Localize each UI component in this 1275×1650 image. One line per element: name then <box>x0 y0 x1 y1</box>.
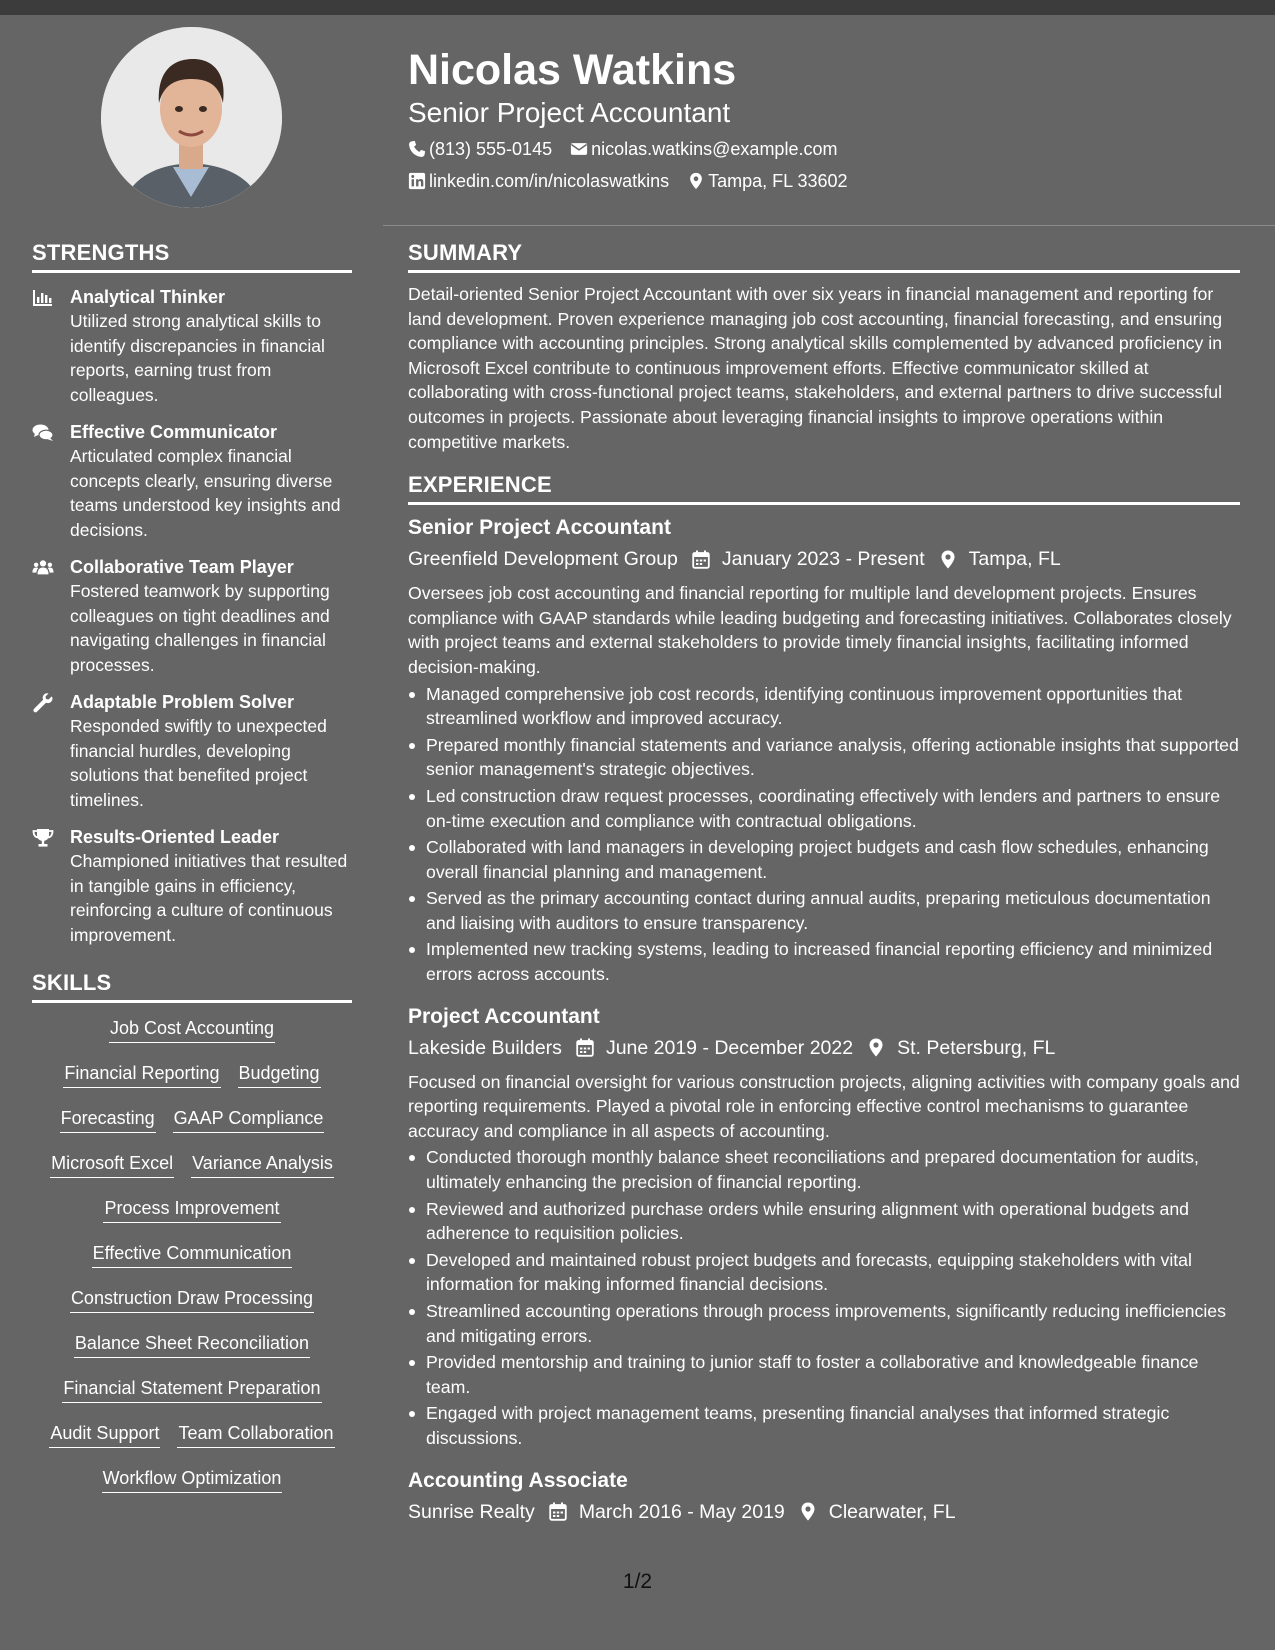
job-meta <box>408 545 1240 573</box>
job-dates: January 2023 - Present <box>721 548 925 571</box>
phone-contact[interactable] <box>408 136 552 162</box>
calendar-icon <box>692 550 710 569</box>
strength-item <box>32 555 352 677</box>
linkedin-contact[interactable] <box>408 168 669 194</box>
header-divider <box>383 225 1275 226</box>
strength-description: Articulated complex financial concepts clearly, ensuring diverse teams understood key insights and decisions. <box>70 446 341 540</box>
strength-title: Results-Oriented Leader <box>70 827 280 847</box>
job-dates: June 2019 - December 2022 <box>605 1036 854 1059</box>
skill-tag: Effective Communication <box>92 1240 293 1268</box>
job-meta <box>408 1034 1240 1062</box>
strength-description: Championed initiatives that resulted in tangible gains in efficiency, reinforcing a culture of continuous improvement. <box>70 851 348 945</box>
job-bullet: Streamlined accounting operations through process improvements, significantly reducing inefficiencies and mitigating errors. <box>408 1299 1240 1348</box>
map-pin-icon <box>939 550 957 569</box>
job-bullets <box>408 1145 1240 1450</box>
job-dates: March 2016 - May 2019 <box>578 1500 785 1523</box>
strength-description: Responded swiftly to unexpected financial hurdles, developing solutions that benefited project timelines. <box>70 716 327 810</box>
location-contact <box>687 168 847 194</box>
skills-heading: SKILLS <box>32 970 352 1003</box>
email-contact[interactable] <box>570 136 837 162</box>
skill-row <box>32 1195 352 1240</box>
job-location: St. Petersburg, FL <box>897 1036 1056 1059</box>
strength-item <box>32 285 352 407</box>
profile-photo <box>101 27 282 208</box>
summary-heading: SUMMARY <box>408 240 1240 273</box>
bar-chart-icon <box>32 285 70 407</box>
job-title: Senior Project Accountant <box>408 516 671 540</box>
page-number: 1/2 <box>622 1570 653 1593</box>
skill-tag: Budgeting <box>238 1060 321 1088</box>
contact-row-2 <box>408 168 1248 194</box>
job-bullet: Developed and maintained robust project budgets and forecasts, equipping stakeholders with vital information for making informed financial decisions. <box>408 1248 1240 1297</box>
location-text: Tampa, FL 33602 <box>708 171 848 191</box>
users-icon <box>32 555 70 677</box>
left-column <box>32 240 352 1510</box>
job-bullet: Served as the primary accounting contact during annual audits, preparing meticulous documentation and liaising with auditors to ensure transparency. <box>408 886 1240 935</box>
skill-tag: Balance Sheet Reconciliation <box>74 1330 310 1358</box>
strength-item <box>32 825 352 947</box>
skill-tag: Workflow Optimization <box>102 1465 283 1493</box>
job-bullet: Provided mentorship and training to junior staff to foster a collaborative and knowledgeable finance team. <box>408 1350 1240 1399</box>
job-bullet: Prepared monthly financial statements and variance analysis, offering actionable insights that supported senior management's strategic objectives. <box>408 733 1240 782</box>
strength-item <box>32 690 352 812</box>
phone-icon <box>408 140 426 158</box>
skill-tag: Forecasting <box>60 1105 156 1133</box>
envelope-icon <box>570 140 588 158</box>
summary-text: Detail-oriented Senior Project Accountant with over six years in financial management and reporting for land development. Proven experience managing job cost accounting, financial forecasting, and ensuring compliance with accounting principles. Strong analytical skills complemented by advanced proficiency in Microsoft Excel contribute to continuous improvement efforts. Effective communicator skilled at collaborating with cross-functional project teams, stakeholders, and external partners to drive successful outcomes in projects. Passionate about leveraging financial insights to improve operations within competitive markets. <box>408 284 1223 452</box>
phone-number: (813) 555-0145 <box>429 139 553 159</box>
skill-tag: Financial Reporting <box>63 1060 220 1088</box>
job-entry <box>408 1003 1240 1451</box>
map-pin-icon <box>799 1502 817 1521</box>
strengths-heading: STRENGTHS <box>32 240 352 273</box>
experience-heading: EXPERIENCE <box>408 472 1240 505</box>
skill-row <box>32 1285 352 1330</box>
job-bullet: Led construction draw request processes, coordinating effectively with lenders and partners to ensure on-time execution and compliance with contractual obligations. <box>408 784 1240 833</box>
skill-row <box>32 1240 352 1285</box>
job-location: Tampa, FL <box>968 548 1061 571</box>
skill-tag: GAAP Compliance <box>173 1105 325 1133</box>
skill-tag: Microsoft Excel <box>50 1150 174 1178</box>
skill-row <box>32 1420 352 1465</box>
job-title: Accounting Associate <box>408 1468 628 1492</box>
skill-tag: Financial Statement Preparation <box>62 1375 321 1403</box>
candidate-name: Nicolas Watkins <box>408 46 737 94</box>
strength-description: Fostered teamwork by supporting colleagues on tight deadlines and navigating challenges in financial processes. <box>70 581 330 675</box>
skill-tag: Job Cost Accounting <box>109 1015 275 1043</box>
linkedin-url: linkedin.com/in/nicolaswatkins <box>429 171 670 191</box>
trophy-icon <box>32 825 70 947</box>
strength-description: Utilized strong analytical skills to identify discrepancies in financial reports, earning trust from colleagues. <box>70 311 325 405</box>
calendar-icon <box>576 1038 594 1057</box>
job-company: Lakeside Builders <box>408 1036 562 1059</box>
map-pin-icon <box>687 172 705 190</box>
skills-list <box>32 1015 352 1510</box>
map-pin-icon <box>867 1038 885 1057</box>
skill-row <box>32 1330 352 1375</box>
job-bullet: Managed comprehensive job cost records, identifying continuous improvement opportunities that streamlined workflow and improved accuracy. <box>408 682 1240 731</box>
job-meta <box>408 1498 1240 1526</box>
strength-title: Analytical Thinker <box>70 287 226 307</box>
job-bullet: Engaged with project management teams, presenting financial analyses that informed strategic discussions. <box>408 1401 1240 1450</box>
contact-row-1 <box>408 136 1248 162</box>
wrench-icon <box>32 690 70 812</box>
profile-photo-image <box>101 27 282 208</box>
skill-row <box>32 1150 352 1195</box>
skill-tag: Team Collaboration <box>177 1420 334 1448</box>
skill-tag: Process Improvement <box>103 1195 280 1223</box>
right-column <box>408 240 1240 1526</box>
candidate-role: Senior Project Accountant <box>408 97 731 128</box>
skill-row <box>32 1465 352 1510</box>
job-entry <box>408 514 1240 987</box>
job-company: Sunrise Realty <box>408 1500 535 1523</box>
job-bullet: Implemented new tracking systems, leading to increased financial reporting efficiency and minimized errors across accounts. <box>408 937 1240 986</box>
job-title: Project Accountant <box>408 1004 600 1028</box>
strengths-list <box>32 285 352 947</box>
skill-tag: Variance Analysis <box>191 1150 334 1178</box>
job-bullet: Collaborated with land managers in developing project budgets and cash flow schedules, enhancing overall financial planning and management. <box>408 835 1240 884</box>
strength-title: Collaborative Team Player <box>70 557 294 577</box>
job-bullets <box>408 682 1240 987</box>
skill-row <box>32 1015 352 1060</box>
skill-tag: Construction Draw Processing <box>70 1285 314 1313</box>
chat-bubbles-icon <box>32 420 70 542</box>
job-description: Focused on financial oversight for various construction projects, aligning activities with company goals and reporting requirements. Played a pivotal role in enforcing effective control mechanisms to guarantee accuracy and compliance in all aspects of accounting. <box>408 1071 1240 1141</box>
job-description: Oversees job cost accounting and financial reporting for multiple land development projects. Ensures compliance with GAAP standards while leading budgeting and forecasting initiatives. Collaborates closely with project teams and external stakeholders to provide timely financial insights, facilitating informed decision-making. <box>408 583 1232 677</box>
skill-row <box>32 1375 352 1420</box>
email-address: nicolas.watkins@example.com <box>591 139 838 159</box>
calendar-icon <box>549 1502 567 1521</box>
resume-header <box>408 44 1248 194</box>
skill-tag: Audit Support <box>49 1420 160 1448</box>
job-entry <box>408 1467 1240 1526</box>
top-bar <box>0 0 1275 15</box>
skill-row <box>32 1060 352 1105</box>
job-company: Greenfield Development Group <box>408 548 678 571</box>
linkedin-icon <box>408 172 426 190</box>
strength-title: Adaptable Problem Solver <box>70 692 295 712</box>
strength-title: Effective Communicator <box>70 422 278 442</box>
job-bullet: Conducted thorough monthly balance sheet reconciliations and prepared documentation for audits, ultimately enhancing the precision of financial reporting. <box>408 1145 1240 1194</box>
job-bullet: Reviewed and authorized purchase orders while ensuring alignment with operational budgets and adherence to requisition policies. <box>408 1197 1240 1246</box>
strength-item <box>32 420 352 542</box>
skill-row <box>32 1105 352 1150</box>
job-location: Clearwater, FL <box>828 1500 956 1523</box>
